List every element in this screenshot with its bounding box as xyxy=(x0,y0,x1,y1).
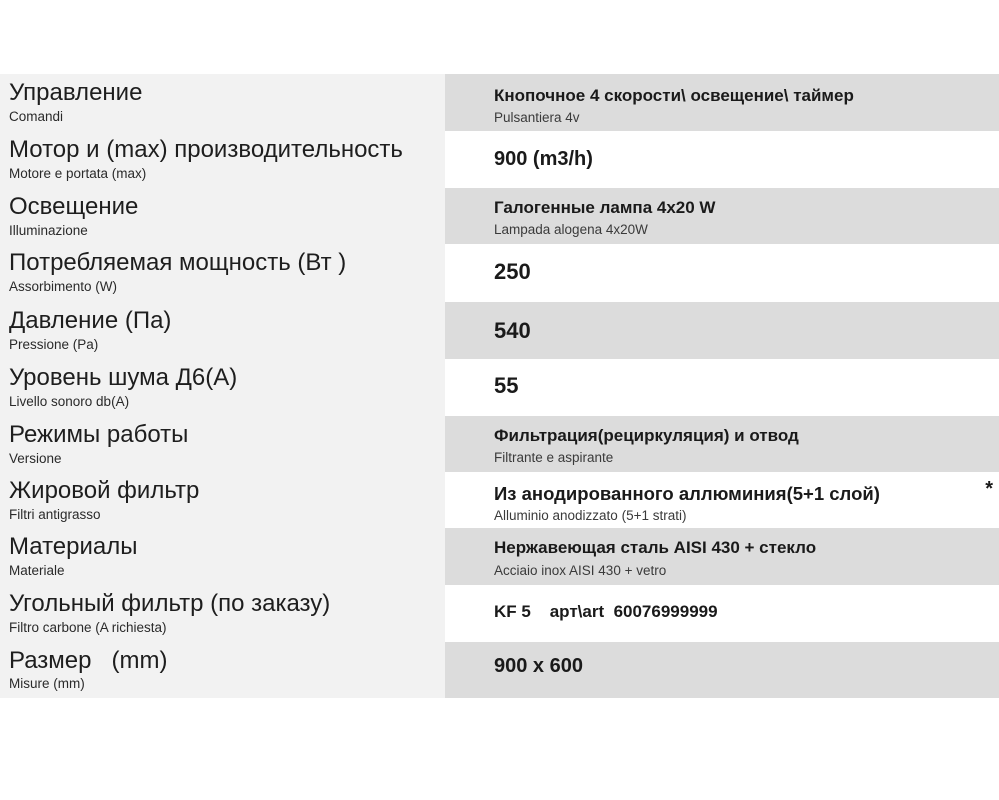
spec-value-cell xyxy=(445,188,999,244)
spec-label-cell xyxy=(0,188,445,244)
spec-value-cell xyxy=(445,585,999,642)
spec-value-sub: Filtrante e aspirante xyxy=(494,450,614,465)
spec-value: Галогенные лампа 4x20 W xyxy=(494,198,716,217)
spec-row-pressure xyxy=(0,302,999,359)
spec-label-it: Pressione (Pa) xyxy=(9,337,99,352)
spec-label-cell xyxy=(0,244,445,302)
spec-row-controls xyxy=(0,74,999,131)
spec-row-grease-filter xyxy=(0,472,999,528)
spec-label-ru: Материалы xyxy=(9,533,138,560)
spec-value: 55 xyxy=(494,373,519,398)
spec-value-cell xyxy=(445,528,999,585)
spec-label-ru: Режимы работы xyxy=(9,421,189,448)
spec-label-cell xyxy=(0,585,445,642)
spec-value: Из анодированного аллюминия(5+1 слой) xyxy=(494,483,880,504)
spec-label-cell xyxy=(0,74,445,131)
spec-value-cell xyxy=(445,642,999,698)
spec-row-motor xyxy=(0,131,999,188)
spec-label-it: Filtro carbone (A richiesta) xyxy=(9,620,167,635)
spec-row-lighting xyxy=(0,188,999,244)
spec-label-ru: Давление (Па) xyxy=(9,307,172,334)
spec-row-power xyxy=(0,244,999,302)
spec-row-carbon-filter xyxy=(0,585,999,642)
spec-label-cell xyxy=(0,416,445,472)
spec-value-cell xyxy=(445,131,999,188)
spec-label-it: Materiale xyxy=(9,563,65,578)
spec-label-it: Livello sonoro db(A) xyxy=(9,394,130,409)
spec-value-sub: Acciaio inox AISI 430 + vetro xyxy=(494,563,667,578)
spec-label-cell xyxy=(0,359,445,416)
spec-label-cell xyxy=(0,528,445,585)
spec-value-sub: Alluminio anodizzato (5+1 strati) xyxy=(494,508,687,523)
spec-value-sub: Lampada alogena 4x20W xyxy=(494,222,648,237)
spec-label-cell xyxy=(0,642,445,698)
spec-label-ru: Уровень шума Д6(А) xyxy=(9,364,238,391)
spec-row-size xyxy=(0,642,999,698)
spec-value-cell xyxy=(445,472,999,528)
spec-label-it: Motore e portata (max) xyxy=(9,166,147,181)
spec-label-ru: Освещение xyxy=(9,193,139,220)
spec-label-ru: Угольный фильтр (по заказу) xyxy=(9,590,331,617)
spec-value: 900 (m3/h) xyxy=(494,148,593,170)
spec-label-ru: Потребляемая мощность (Вт ) xyxy=(9,249,347,276)
spec-value-cell xyxy=(445,302,999,359)
spec-label-it: Illuminazione xyxy=(9,223,88,238)
spec-label-cell xyxy=(0,302,445,359)
spec-value-cell xyxy=(445,74,999,131)
spec-value: KF 5 арт\art 60076999999 xyxy=(494,602,718,621)
spec-value: 250 xyxy=(494,259,531,284)
spec-label-ru: Мотор и (max) производительность xyxy=(9,136,403,163)
spec-row-noise xyxy=(0,359,999,416)
spec-label-cell xyxy=(0,472,445,528)
spec-value: Кнопочное 4 скорости\ освещение\ таймер xyxy=(494,86,854,105)
spec-label-ru: Жировой фильтр xyxy=(9,477,200,504)
spec-value: Нержавеющая сталь AISI 430 + стекло xyxy=(494,538,817,557)
spec-label-it: Filtri antigrasso xyxy=(9,507,101,522)
spec-label-it: Versione xyxy=(9,451,62,466)
spec-value: 540 xyxy=(494,318,531,343)
spec-value-sub: Pulsantiera 4v xyxy=(494,110,580,125)
spec-row-mode xyxy=(0,416,999,472)
footnote-mark: * xyxy=(985,478,993,500)
spec-row-materials xyxy=(0,528,999,585)
spec-label-it: Assorbimento (W) xyxy=(9,279,118,294)
spec-label-it: Comandi xyxy=(9,109,64,124)
spec-value-cell xyxy=(445,416,999,472)
spec-value-cell xyxy=(445,244,999,302)
spec-label-it: Misure (mm) xyxy=(9,676,85,691)
spec-value-cell xyxy=(445,359,999,416)
spec-label-ru: Размер (mm) xyxy=(9,647,168,674)
spec-value: Фильтрация(рециркуляция) и отвод xyxy=(494,426,799,445)
spec-table xyxy=(0,74,999,698)
spec-label-cell xyxy=(0,131,445,188)
spec-value: 900 x 600 xyxy=(494,655,583,677)
spec-label-ru: Управление xyxy=(9,79,143,106)
